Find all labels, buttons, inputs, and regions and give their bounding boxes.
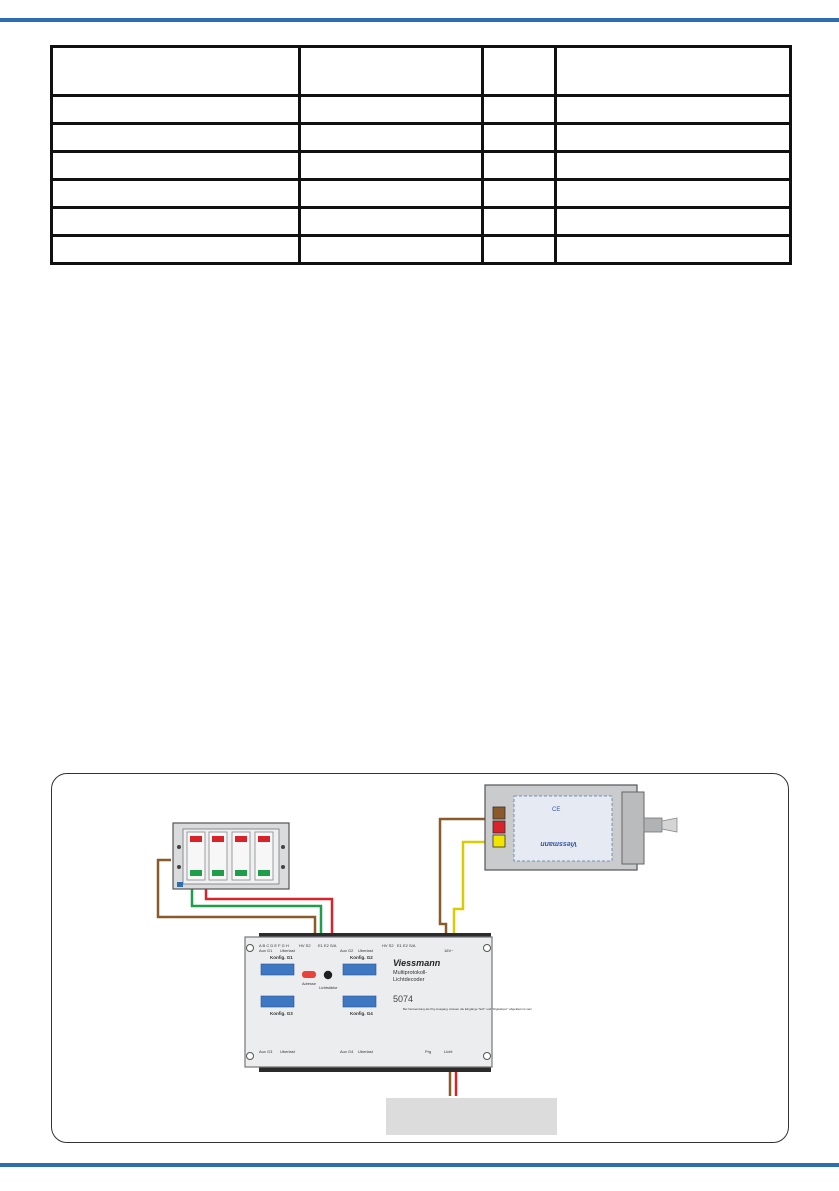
mounting-screw-icon [247, 945, 254, 952]
table-cell [300, 96, 483, 124]
table-cell [52, 208, 300, 236]
terminal-label: A B C D E F G H [259, 943, 289, 948]
table-cell [556, 180, 791, 208]
mounting-screw-icon [484, 1053, 491, 1060]
bottom-rule [0, 1163, 839, 1167]
brightness-label: Lichtstärke [319, 986, 338, 990]
table-cell [300, 180, 483, 208]
table-header-cell [556, 47, 791, 96]
terminal-label: Uberlast [280, 948, 295, 953]
terminal-label: Uberlast [358, 948, 373, 953]
terminal-label: E1 E2 S/A [397, 943, 416, 948]
table-cell [300, 208, 483, 236]
transformer-brand: Viessmann [540, 840, 577, 847]
dip-switch[interactable] [343, 964, 376, 975]
table-header-cell [483, 47, 556, 96]
decoder-brand: Viessmann [393, 958, 441, 968]
terminal-label: Licht [444, 1049, 453, 1054]
table-cell [52, 124, 300, 152]
terminal-label: Aux G1 [259, 948, 273, 953]
table-header-cell [52, 47, 300, 96]
wiring-diagram [52, 774, 789, 1143]
decoder-name-line2: Lichtdecoder [393, 977, 425, 983]
table-cell [52, 180, 300, 208]
table-header-cell [300, 47, 483, 96]
table-row [52, 180, 791, 208]
address-button[interactable] [302, 971, 316, 978]
table-row [52, 124, 791, 152]
table-cell [556, 236, 791, 264]
dip-switch[interactable] [261, 996, 294, 1007]
table-cell [300, 236, 483, 264]
table-cell [483, 96, 556, 124]
button-column [232, 832, 250, 880]
config-label: Konfig. G4 [350, 1011, 373, 1016]
table-header-row [52, 47, 791, 96]
dip-switch[interactable] [261, 964, 294, 975]
terminal-label: Aux G2 [340, 948, 354, 953]
config-label: Konfig. G1 [270, 955, 293, 960]
table-cell [556, 152, 791, 180]
logo-icon [177, 882, 183, 887]
top-rule [0, 18, 839, 22]
terminal-label: E1 E2 S/A [318, 943, 337, 948]
mounting-screw-icon [281, 865, 285, 869]
button-column [255, 832, 273, 880]
terminal-label: Aux G3 [259, 1049, 273, 1054]
table-row [52, 96, 791, 124]
table-cell [556, 96, 791, 124]
button-column [187, 832, 205, 880]
terminal-label: HV S2 [382, 943, 394, 948]
table-cell [556, 208, 791, 236]
table-cell [52, 236, 300, 264]
terminal-label: Prg [425, 1049, 432, 1054]
table-cell [300, 124, 483, 152]
table-cell [483, 236, 556, 264]
table-cell [556, 124, 791, 152]
terminal-label: 16V~ [444, 948, 454, 953]
transformer [485, 785, 677, 870]
table-cell [483, 152, 556, 180]
address-label: Adresse [302, 982, 316, 986]
decoder-5074 [245, 933, 532, 1072]
table-cell [483, 180, 556, 208]
button-column [209, 832, 227, 880]
table-cell [483, 208, 556, 236]
mounting-screw-icon [247, 1053, 254, 1060]
decoder-model: 5074 [393, 994, 414, 1004]
decoder-name-line1: Multiprotokoll- [393, 970, 428, 976]
brightness-knob[interactable] [324, 971, 332, 979]
table-cell [52, 96, 300, 124]
ce-mark: CE [552, 807, 561, 813]
terminal-label: HV S2 [299, 943, 311, 948]
spec-table [50, 45, 792, 265]
terminal-label: Uberlast [358, 1049, 373, 1054]
table-row [52, 208, 791, 236]
table-cell [52, 152, 300, 180]
mounting-screw-icon [281, 845, 285, 849]
wiring-diagram-frame [51, 773, 789, 1143]
config-label: Konfig. G3 [270, 1011, 293, 1016]
push-button-panel [173, 823, 289, 889]
mounting-screw-icon [484, 945, 491, 952]
table-row [52, 236, 791, 264]
terminal-label: Aux G4 [340, 1049, 354, 1054]
terminal-label: Uberlast [280, 1049, 295, 1054]
power-supply-box [386, 1098, 557, 1135]
mounting-screw-icon [177, 865, 181, 869]
table-row [52, 152, 791, 180]
config-label: Konfig. G2 [350, 955, 373, 960]
table-cell [300, 152, 483, 180]
decoder-note: Bei Verwendung als Prg-Ausgang müssen die Eingänge "E/A" und "Digitalspur" abgeklemmt sein [403, 1007, 532, 1011]
dip-switch[interactable] [343, 996, 376, 1007]
table-cell [483, 124, 556, 152]
mounting-screw-icon [177, 845, 181, 849]
